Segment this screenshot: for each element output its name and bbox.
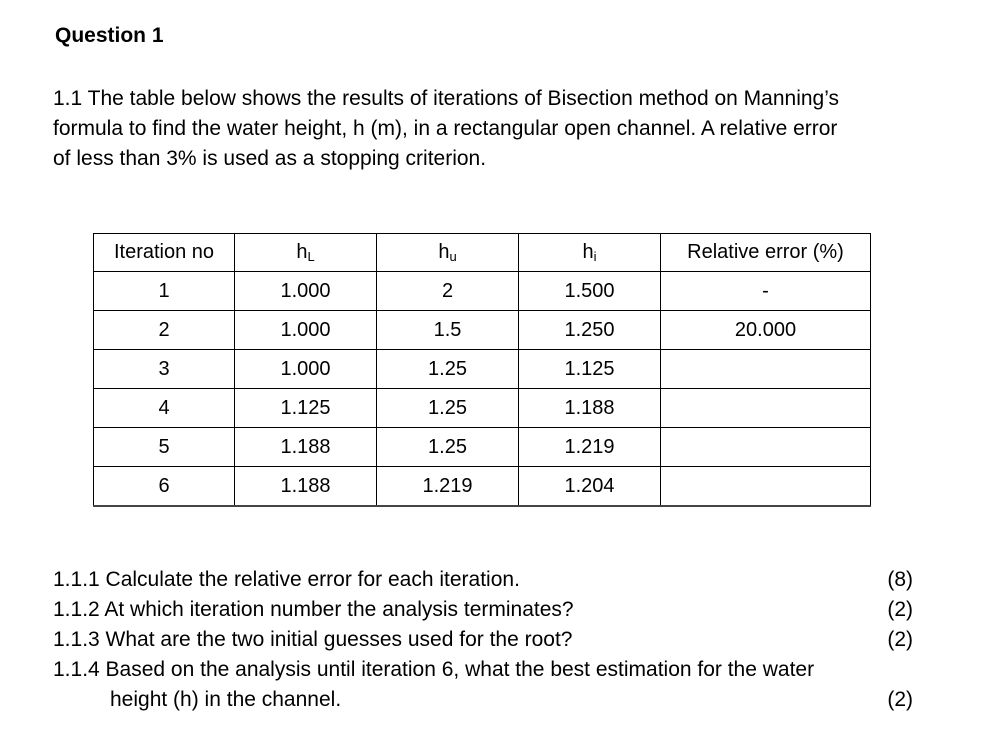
header-iteration: Iteration no — [94, 234, 235, 272]
subquestion-text: 1.1.4 Based on the analysis until iteration 6, what the best estimation for the water — [53, 658, 815, 681]
cell-hu: 1.25 — [377, 350, 519, 389]
cell-hi: 1.500 — [519, 272, 661, 311]
subquestion-text: 1.1.3 What are the two initial guesses used for the root? — [53, 628, 573, 651]
cell-hi: 1.250 — [519, 311, 661, 350]
cell-relative-error — [661, 389, 871, 428]
table-header-row — [94, 234, 871, 272]
cell-iteration: 2 — [94, 311, 235, 350]
cell-hl: 1.000 — [235, 272, 377, 311]
cell-hu: 1.5 — [377, 311, 519, 350]
cell-iteration: 1 — [94, 272, 235, 311]
cell-hl: 1.000 — [235, 350, 377, 389]
cell-hu: 1.25 — [377, 428, 519, 467]
iteration-table — [93, 233, 871, 507]
marks-label: (2) — [887, 598, 913, 621]
cell-relative-error — [661, 350, 871, 389]
cell-hi: 1.188 — [519, 389, 661, 428]
cell-relative-error: - — [661, 272, 871, 311]
cell-iteration: 4 — [94, 389, 235, 428]
cell-iteration: 3 — [94, 350, 235, 389]
cell-hu: 2 — [377, 272, 519, 311]
question-title: Question 1 — [55, 24, 164, 47]
cell-hu: 1.219 — [377, 467, 519, 507]
cell-hl: 1.188 — [235, 428, 377, 467]
subquestion-1-1-1 — [53, 565, 913, 595]
intro-line-3: of less than 3% is used as a stopping criterion. — [53, 147, 487, 170]
subquestion-text-continued: height (h) in the channel. — [110, 688, 342, 711]
cell-hi: 1.204 — [519, 467, 661, 507]
intro-line-2: formula to find the water height, h (m), in a rectangular open channel. A relative error — [53, 117, 838, 140]
subquestion-1-1-4 — [53, 655, 913, 715]
subquestion-1-1-2 — [53, 595, 913, 625]
table-row — [94, 428, 871, 467]
cell-relative-error: 20.000 — [661, 311, 871, 350]
marks-label: (2) — [887, 688, 913, 711]
question-intro — [53, 84, 953, 174]
cell-hl: 1.188 — [235, 467, 377, 507]
cell-hl: 1.000 — [235, 311, 377, 350]
table-row — [94, 350, 871, 389]
subquestion-text: 1.1.2 At which iteration number the analysis terminates? — [53, 598, 574, 621]
header-relative-error: Relative error (%) — [661, 234, 871, 272]
cell-hi: 1.219 — [519, 428, 661, 467]
cell-iteration: 6 — [94, 467, 235, 507]
cell-hi: 1.125 — [519, 350, 661, 389]
cell-relative-error — [661, 467, 871, 507]
cell-relative-error — [661, 428, 871, 467]
cell-hl: 1.125 — [235, 389, 377, 428]
header-hl: $h_L$ — [235, 234, 377, 272]
table-row — [94, 389, 871, 428]
intro-line-1: 1.1 The table below shows the results of iterations of Bisection method on Manning’s — [53, 87, 840, 110]
marks-label: (8) — [887, 568, 913, 591]
table-row — [94, 272, 871, 311]
subquestion-1-1-3 — [53, 625, 913, 655]
cell-iteration: 5 — [94, 428, 235, 467]
subquestion-text: 1.1.1 Calculate the relative error for each iteration. — [53, 568, 520, 591]
table-row — [94, 467, 871, 507]
marks-label: (2) — [887, 628, 913, 651]
cell-hu: 1.25 — [377, 389, 519, 428]
header-hu: $h_u$ — [377, 234, 519, 272]
table-row — [94, 311, 871, 350]
header-hi: $h_i$ — [519, 234, 661, 272]
